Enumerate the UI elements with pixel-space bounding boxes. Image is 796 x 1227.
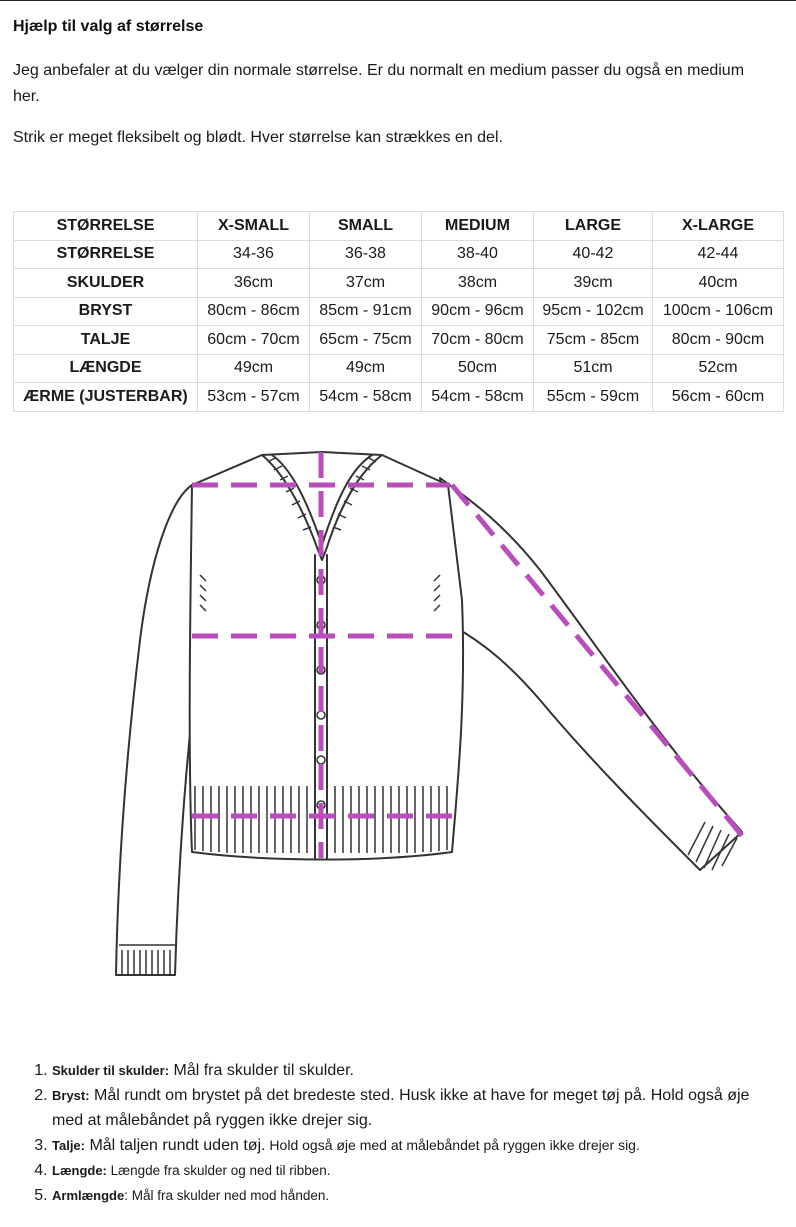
guide-term: Talje: [52, 1138, 85, 1153]
table-row [14, 326, 784, 355]
row-label: LÆNGDE [14, 354, 198, 383]
row-label: TALJE [14, 326, 198, 355]
header-cell: LARGE [534, 212, 653, 241]
row-label: ÆRME (JUSTERBAR) [14, 383, 198, 412]
table-row [14, 240, 784, 269]
table-cell: 40cm [653, 269, 784, 298]
row-label: STØRRELSE [14, 240, 198, 269]
guide-text: Mål taljen rundt uden tøj. [85, 1137, 266, 1154]
table-cell: 50cm [422, 354, 534, 383]
size-table [13, 211, 784, 412]
table-cell: 70cm - 80cm [422, 326, 534, 355]
row-label: SKULDER [14, 269, 198, 298]
recommendation-text: Jeg anbefaler at du vælger din normale størrelse. Er du normalt en medium passer du også en medium her. [13, 62, 745, 105]
guide-term: Bryst: [52, 1088, 90, 1103]
table-cell: 75cm - 85cm [534, 326, 653, 355]
table-cell: 54cm - 58cm [422, 383, 534, 412]
header-cell: SMALL [310, 212, 422, 241]
stretch-text: Strik er meget fleksibelt og blødt. Hver størrelse kan strækkes en del. [13, 129, 503, 146]
table-cell: 85cm - 91cm [310, 297, 422, 326]
table-cell: 90cm - 96cm [422, 297, 534, 326]
guide-term: Armlængde [52, 1188, 125, 1203]
table-cell: 53cm - 57cm [198, 383, 310, 412]
guide-term: Skulder til skulder: [52, 1063, 170, 1078]
table-cell: 37cm [310, 269, 422, 298]
table-cell: 100cm - 106cm [653, 297, 784, 326]
guide-text: Mål fra skulder til skulder. [169, 1062, 354, 1079]
table-cell: 55cm - 59cm [534, 383, 653, 412]
table-row [14, 297, 784, 326]
table-cell: 56cm - 60cm [653, 383, 784, 412]
table-cell: 49cm [198, 354, 310, 383]
guide-text: Længde fra skulder og ned til ribben. [106, 1163, 331, 1178]
table-cell: 40-42 [534, 240, 653, 269]
header-cell: X-SMALL [198, 212, 310, 241]
table-cell: 54cm - 58cm [310, 383, 422, 412]
table-cell: 52cm [653, 354, 784, 383]
list-item [52, 1058, 782, 1083]
table-cell: 39cm [534, 269, 653, 298]
table-cell: 80cm - 86cm [198, 297, 310, 326]
top-divider [0, 0, 796, 1]
size-table-header [14, 212, 784, 241]
table-row [14, 269, 784, 298]
table-row [14, 383, 784, 412]
guide-text: Mål rundt om brystet på det bredeste sted. Husk ikke at have for meget tøj på. Hold også øje med at målebåndet på ryggen ikke drejer sig. [52, 1087, 750, 1129]
table-cell: 49cm [310, 354, 422, 383]
row-label: BRYST [14, 297, 198, 326]
size-help-heading: Hjælp til valg af størrelse [13, 18, 204, 35]
header-cell: MEDIUM [422, 212, 534, 241]
table-cell: 80cm - 90cm [653, 326, 784, 355]
table-cell: 36-38 [310, 240, 422, 269]
table-cell: 95cm - 102cm [534, 297, 653, 326]
table-cell: 38cm [422, 269, 534, 298]
list-item [52, 1158, 782, 1183]
table-cell: 42-44 [653, 240, 784, 269]
table-cell: 38-40 [422, 240, 534, 269]
table-cell: 36cm [198, 269, 310, 298]
guide-term: Længde: [52, 1163, 107, 1178]
table-cell: 65cm - 75cm [310, 326, 422, 355]
list-item [52, 1083, 782, 1133]
table-cell: 34-36 [198, 240, 310, 269]
table-cell: 51cm [534, 354, 653, 383]
list-item [52, 1183, 782, 1208]
measurement-guide-list [0, 1058, 782, 1208]
guide-text: : Mål fra skulder ned mod hånden. [124, 1188, 330, 1203]
table-cell: 60cm - 70cm [198, 326, 310, 355]
guide-extra-text: Hold også øje med at målebåndet på ryggen ikke drejer sig. [265, 1137, 640, 1153]
cardigan-measurement-diagram-icon [108, 440, 768, 1000]
header-cell: X-LARGE [653, 212, 784, 241]
table-row [14, 354, 784, 383]
list-item [52, 1133, 782, 1158]
header-cell: STØRRELSE [14, 212, 198, 241]
